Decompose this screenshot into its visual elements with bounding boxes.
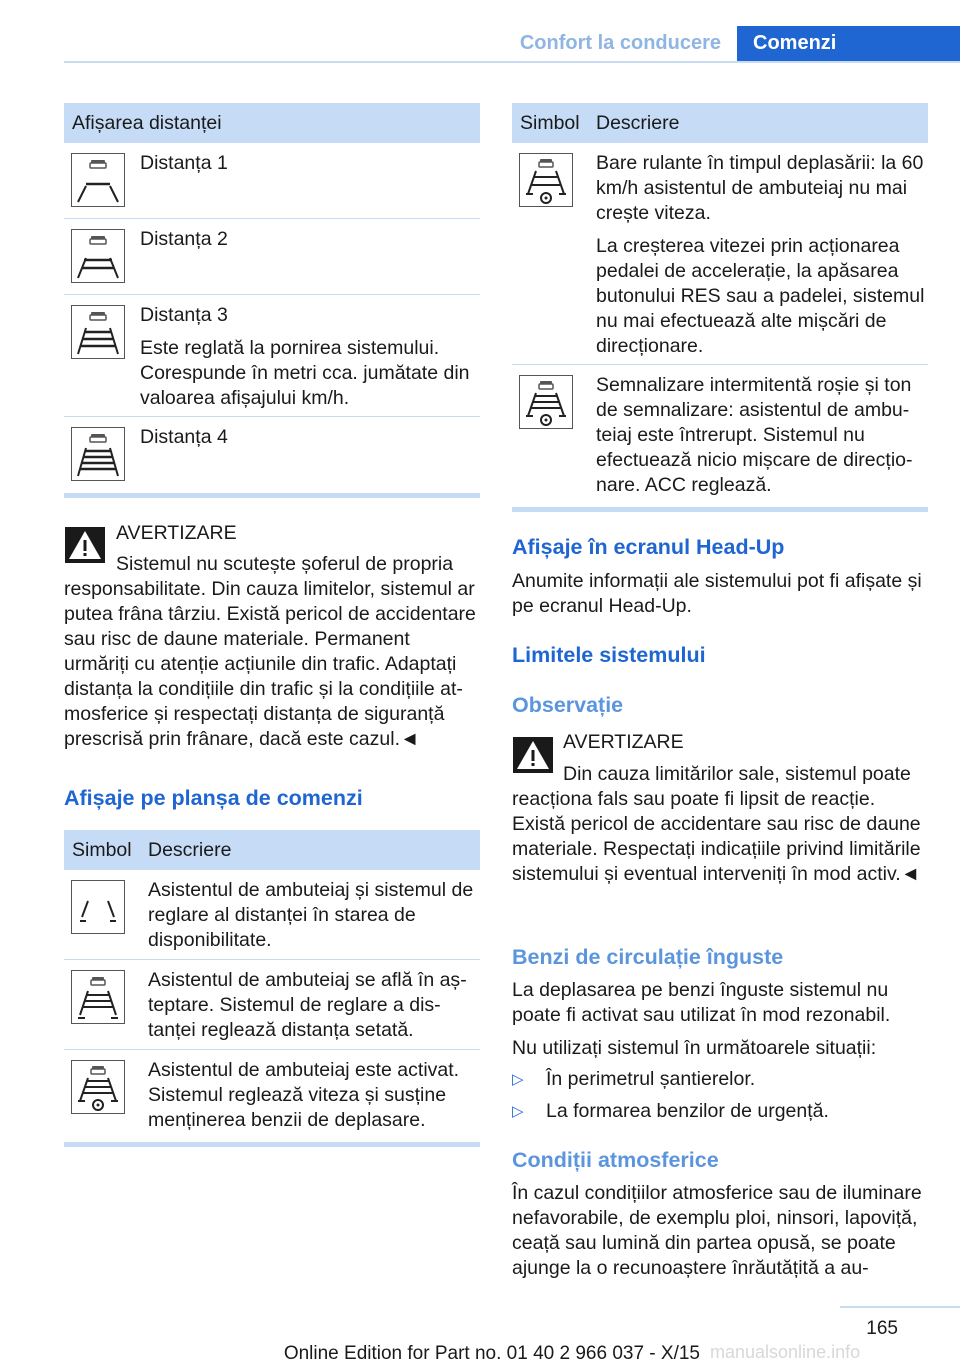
narrow-lanes-text: La deplasarea pe benzi înguste sistemul nu poate fi activat sau utilizat în mod rezonabil.	[512, 979, 891, 1026]
distance-3-icon	[71, 305, 125, 359]
rolling-bars-description: Bare rulante în timpul deplasării: la 60 km/h asistentul de ambuteiaj nu mai crește viteza.	[596, 152, 924, 224]
table-bottom-rule	[64, 1142, 480, 1147]
warning-body: Din cauza limitărilor sale, sistemul poate reacționa fals sau poate fi lipsit de reacție. Există pericol de accidentare sau risc de daune materiale. Respectați indicațiile privind limitările sistemului și eventual interveniți în mod activ.◄	[512, 763, 921, 885]
activated-description: Asistentul de ambuteiaj este activat. Sistemul reglează viteza și susține menținerea benzii de deplasare.	[148, 1059, 460, 1131]
vehicle-distance-icon	[71, 970, 125, 1024]
interrupted-description: Semnalizare intermitentă roșie și ton de semnalizare: asistentul de ambuteiaj este întrerupt. Sistemul nu efectuează nicio mișcare de direcționare. ACC reglează.	[596, 374, 913, 496]
symbol-column-header: Simbol	[520, 112, 580, 134]
table-row	[64, 870, 480, 960]
table-row	[64, 219, 480, 295]
distance-column-header: Afișarea distanței	[72, 112, 222, 134]
note-heading: Observație	[512, 693, 624, 717]
steering-rolling-bars-icon	[519, 153, 573, 207]
standby-description: Asistentul de ambuteiaj și sistemul de reglare al distanței în starea de disponibilitate.	[148, 879, 474, 951]
symbol-table-header	[64, 830, 480, 870]
warning-title: AVERTIZARE	[116, 522, 237, 544]
distance-1-label: Distanța 1	[140, 152, 228, 174]
narrow-lanes-heading: Benzi de circulație înguste	[512, 945, 784, 969]
waiting-description: Asistentul de ambuteiaj se află în așteptare. Sistemul de reglare a distanței reglează distanța setată.	[148, 969, 467, 1041]
table-row	[64, 295, 480, 417]
footer-divider	[840, 1306, 960, 1308]
symbol-column-header: Simbol	[72, 839, 132, 861]
table-row	[64, 1050, 480, 1142]
table-bottom-rule	[512, 507, 928, 512]
header-divider	[64, 61, 960, 63]
distance-4-icon	[71, 427, 125, 481]
distance-3-description: Este reglată la pornirea sistemului. Corespunde în metri cca. jumătate din valoarea afișajului km/h.	[140, 337, 470, 409]
headup-heading: Afișaje în ecranul Head-Up	[512, 535, 785, 559]
distance-3-label: Distanța 3	[140, 304, 228, 326]
lane-lines-standby-icon	[71, 880, 125, 934]
distance-1-icon	[71, 153, 125, 207]
weather-heading: Condiții atmosferice	[512, 1148, 719, 1172]
list-item-text: În perimetrul șantierelor.	[546, 1068, 756, 1090]
table-bottom-rule	[64, 493, 480, 498]
description-column-header: Descriere	[596, 112, 680, 134]
headup-text: Anumite informații ale sistemului pot fi afișate și pe ecranul Head-Up.	[512, 570, 922, 617]
warning-body: Sistemul nu scutește șoferul de propria responsabilitate. Din cauza limitelor, sistemul ar putea frâna târziu. Există pericol de accidentare sau risc de daune materiale. Permanent urmăriți cu atenție acțiunile din trafic. Adaptați distanța la condițiile din trafic și la condițiile atmosferice și respectați distanța de siguranță prescrisă prin frânare, dacă este cazul.◄	[64, 553, 476, 750]
table-row	[512, 365, 928, 507]
distance-table	[64, 103, 480, 498]
symbol-table-header	[512, 103, 928, 143]
page-number: 165	[866, 1318, 898, 1339]
edition-note: Online Edition for Part no. 01 40 2 966 037 - X/15	[283, 1343, 700, 1364]
rolling-bars-detail: La creșterea vitezei prin acționarea pedalei de accelerație, la apăsarea butonului RES sau a padelei, sistemul nu mai efectuează alte mișcări de direcționare.	[596, 235, 925, 357]
bullet-triangle-icon: ▷	[512, 1071, 524, 1088]
steering-interrupted-icon	[519, 375, 573, 429]
limits-heading: Limitele sistemului	[512, 643, 706, 667]
panel-display-heading: Afișaje pe planșa de comenzi	[64, 786, 363, 810]
warning-text	[512, 762, 930, 887]
warning-title: AVERTIZARE	[563, 731, 684, 753]
bullet-triangle-icon: ▷	[512, 1103, 524, 1120]
steering-active-icon	[71, 1060, 125, 1114]
distance-2-icon	[71, 229, 125, 283]
table-row	[64, 960, 480, 1050]
table-row	[512, 143, 928, 365]
narrow-lanes-intro: Nu utilizați sistemul în următoarele situații:	[512, 1037, 877, 1059]
symbol-table-left	[64, 830, 480, 1147]
watermark: manualsonline.info	[710, 1342, 861, 1362]
distance-table-header	[64, 103, 480, 143]
description-column-header: Descriere	[148, 839, 232, 861]
list-item-text: La formarea benzilor de urgență.	[546, 1100, 829, 1122]
chapter-tab[interactable]: Comenzi	[737, 26, 960, 62]
symbol-table-right	[512, 103, 928, 512]
table-row	[64, 143, 480, 219]
weather-text: În cazul condițiilor atmosferice sau de iluminare nefavorabile, de exemplu ploi, ninsori, lapoviță, ceață sau lumină din partea opusă, se poate ajunge la o recunoaștere înrăutățită a au-	[512, 1182, 922, 1279]
distance-4-label: Distanța 4	[140, 426, 228, 448]
section-title: Confort la conducere	[519, 32, 721, 54]
distance-2-label: Distanța 2	[140, 228, 228, 250]
warning-text	[64, 552, 480, 752]
table-row	[64, 417, 480, 493]
